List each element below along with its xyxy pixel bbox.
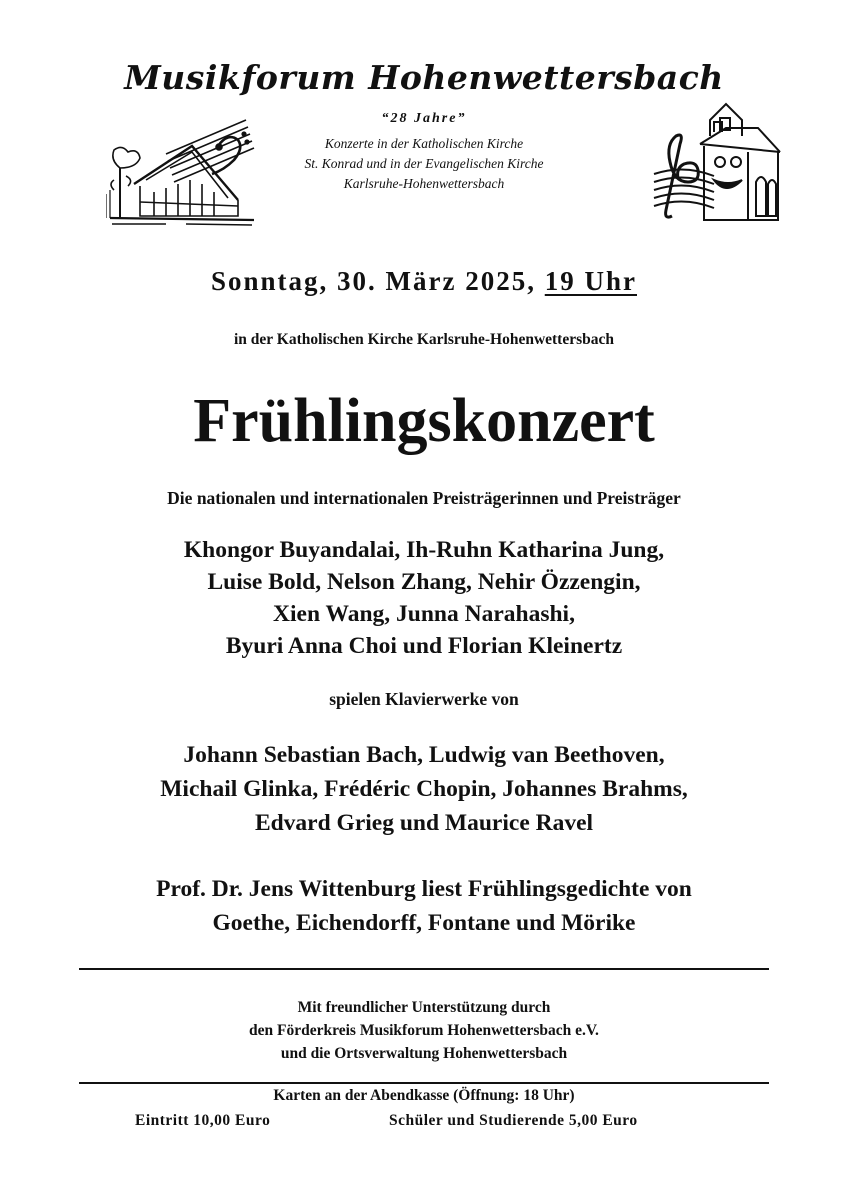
- concert-title: Frühlingskonzert: [193, 387, 655, 455]
- event-location: in der Katholischen Kirche Karlsruhe-Hohenwettersbach: [233, 331, 615, 348]
- venue-line-2: St. Konrad und in der Evangelischen Kirche: [304, 156, 544, 171]
- venue-line-3: Karlsruhe-Hohenwettersbach: [343, 176, 505, 191]
- performers-line: Xien Wang, Junna Narahashi,: [273, 601, 575, 627]
- event-date: Sonntag, 30. März 2025,: [211, 266, 536, 296]
- anniversary-label: “28 Jahre”: [381, 111, 467, 126]
- divider: [79, 968, 769, 970]
- venue-line-1: Konzerte in der Katholischen Kirche: [324, 136, 524, 151]
- price-regular: Eintritt 10,00 Euro: [135, 1112, 271, 1129]
- composers-line: Johann Sebastian Bach, Ludwig van Beethoven,: [183, 742, 665, 768]
- event-date-line: [0, 266, 848, 297]
- organization-title: Musikforum Hohenwettersbach: [124, 58, 724, 97]
- event-time: 19 Uhr: [544, 266, 637, 296]
- poetry-reading: [0, 872, 848, 940]
- composers-list: [0, 738, 848, 840]
- composers-line: Edvard Grieg und Maurice Ravel: [254, 810, 594, 836]
- performers-list: [0, 534, 848, 662]
- price-reduced: Schüler und Studierende 5,00 Euro: [389, 1112, 638, 1129]
- performers-line: Luise Bold, Nelson Zhang, Nehir Özzengin,: [207, 569, 641, 595]
- composers-line: Michail Glinka, Frédéric Chopin, Johannes Brahms,: [160, 776, 688, 802]
- sponsor-line: den Förderkreis Musikforum Hohenwettersbach e.V.: [249, 1022, 599, 1039]
- sponsor-notice: [0, 996, 848, 1065]
- divider: [79, 1082, 769, 1084]
- performers-intro: Die nationalen und internationalen Preisträgerinnen und Preisträger: [167, 488, 681, 508]
- performers-line: Byuri Anna Choi und Florian Kleinertz: [225, 633, 623, 659]
- sponsor-line: Mit freundlicher Unterstützung durch: [297, 999, 551, 1016]
- program-intro: spielen Klavierwerke von: [329, 689, 519, 709]
- performers-line: Khongor Buyandalai, Ih-Ruhn Katharina Jung,: [183, 537, 665, 563]
- reading-line: Goethe, Eichendorff, Fontane und Mörike: [212, 910, 636, 936]
- reading-line: Prof. Dr. Jens Wittenburg liest Frühlingsgedichte von: [156, 876, 692, 902]
- ticket-info: Karten an der Abendkasse (Öffnung: 18 Uhr): [273, 1087, 575, 1104]
- sponsor-line: und die Ortsverwaltung Hohenwettersbach: [280, 1045, 568, 1062]
